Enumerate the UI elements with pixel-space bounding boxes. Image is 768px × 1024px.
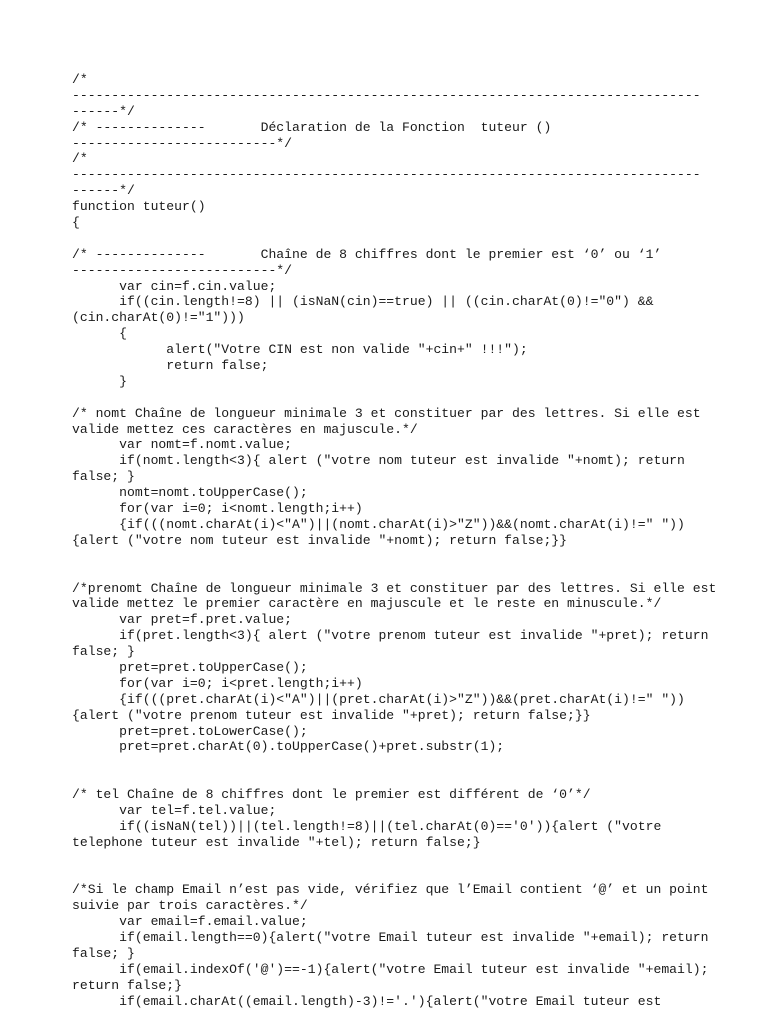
code-line: [72, 851, 702, 867]
code-line: if(email.charAt((email.length)-3)!='.'){alert("votre Email tuteur est: [72, 993, 662, 1009]
code-line: return false;}: [72, 977, 183, 993]
code-line: if(email.length==0){alert("votre Email tuteur est invalide "+email); return: [72, 930, 709, 946]
code-line: --------------------------*/: [72, 135, 293, 151]
code-line: if((cin.length!=8) || (isNaN(cin)==true) || ((cin.charAt(0)!="0") &&: [72, 294, 654, 310]
code-line: /*prenomt Chaîne de longueur minimale 3 et constituer par des lettres. Si elle est: [72, 580, 717, 596]
code-line: /*: [72, 151, 88, 167]
code-line: nomt=nomt.toUpperCase();: [72, 485, 308, 501]
code-line: if(pret.length<3){ alert ("votre prenom tuteur est invalide "+pret); return: [72, 628, 709, 644]
code-line: }: [72, 373, 128, 389]
code-line: pret=pret.charAt(0).toUpperCase()+pret.substr(1);: [72, 739, 505, 755]
code-line: [72, 755, 702, 771]
code-line: function tuteur(): [72, 199, 206, 215]
code-line: suivie par trois caractères.*/: [72, 898, 308, 914]
code-line: valide mettez le premier caractère en majuscule et le reste en minuscule.*/: [72, 596, 662, 612]
code-line: ------*/: [72, 183, 135, 199]
code-line: false; }: [72, 644, 135, 660]
code-line: pret=pret.toLowerCase();: [72, 723, 308, 739]
code-line: {if(((nomt.charAt(i)<"A")||(nomt.charAt(i)>"Z"))&&(nomt.charAt(i)!=" ")): [72, 516, 685, 532]
code-line: false; }: [72, 469, 135, 485]
code-line: telephone tuteur est invalide "+tel); return false;}: [72, 834, 481, 850]
code-line: valide mettez ces caractères en majuscule.*/: [72, 421, 418, 437]
code-line: {if(((pret.charAt(i)<"A")||(pret.charAt(i)>"Z"))&&(pret.charAt(i)!=" ")): [72, 691, 685, 707]
code-line: if((isNaN(tel))||(tel.length!=8)||(tel.charAt(0)=='0')){alert ("votre: [72, 818, 662, 834]
code-line: /*: [72, 72, 88, 87]
code-line: /* nomt Chaîne de longueur minimale 3 et constituer par des lettres. Si elle est: [72, 405, 701, 421]
code-line: --------------------------*/: [72, 262, 293, 278]
code-line: pret=pret.toUpperCase();: [72, 659, 308, 675]
code-line: [72, 867, 702, 883]
code-line: if(nomt.length<3){ alert ("votre nom tuteur est invalide "+nomt); return: [72, 453, 685, 469]
code-line: var tel=f.tel.value;: [72, 802, 277, 818]
code-line: var cin=f.cin.value;: [72, 278, 277, 294]
code-line: var email=f.email.value;: [72, 914, 308, 930]
code-line: return false;: [72, 358, 269, 374]
code-line: false; }: [72, 945, 135, 961]
code-line: {: [72, 215, 80, 231]
code-line: {: [72, 326, 128, 342]
code-line: /* -------------- Chaîne de 8 chiffres dont le premier est ‘0’ ou ‘1’: [72, 246, 662, 262]
code-line: for(var i=0; i<nomt.length;i++): [72, 501, 363, 517]
code-line: [72, 390, 702, 406]
code-line: if(email.indexOf('@')==-1){alert("votre Email tuteur est invalide "+email);: [72, 961, 709, 977]
code-line: /* -------------- Déclaration de la Fonction tuteur (): [72, 119, 552, 135]
code-line: --------------------------------------------------------------------------------: [72, 87, 701, 103]
code-line: --------------------------------------------------------------------------------: [72, 167, 701, 183]
code-line: var nomt=f.nomt.value;: [72, 437, 293, 453]
code-line: for(var i=0; i<pret.length;i++): [72, 675, 363, 691]
code-line: [72, 549, 702, 565]
code-listing: [72, 72, 717, 1010]
code-line: {alert ("votre nom tuteur est invalide "+nomt); return false;}}: [72, 532, 568, 548]
code-line: alert("Votre CIN est non valide "+cin+" !!!");: [72, 342, 528, 358]
code-line: [72, 231, 702, 247]
code-line: ------*/: [72, 103, 135, 119]
code-line: [72, 565, 702, 581]
code-line: (cin.charAt(0)!="1"))): [72, 310, 245, 326]
code-line: /* tel Chaîne de 8 chiffres dont le premier est différent de ‘0’*/: [72, 787, 591, 803]
code-line: {alert ("votre prenom tuteur est invalide "+pret); return false;}}: [72, 707, 591, 723]
code-line: /*Si le champ Email n’est pas vide, vérifiez que l’Email contient ‘@’ et un point: [72, 882, 709, 898]
code-line: var pret=f.pret.value;: [72, 612, 293, 628]
code-line: [72, 771, 702, 787]
